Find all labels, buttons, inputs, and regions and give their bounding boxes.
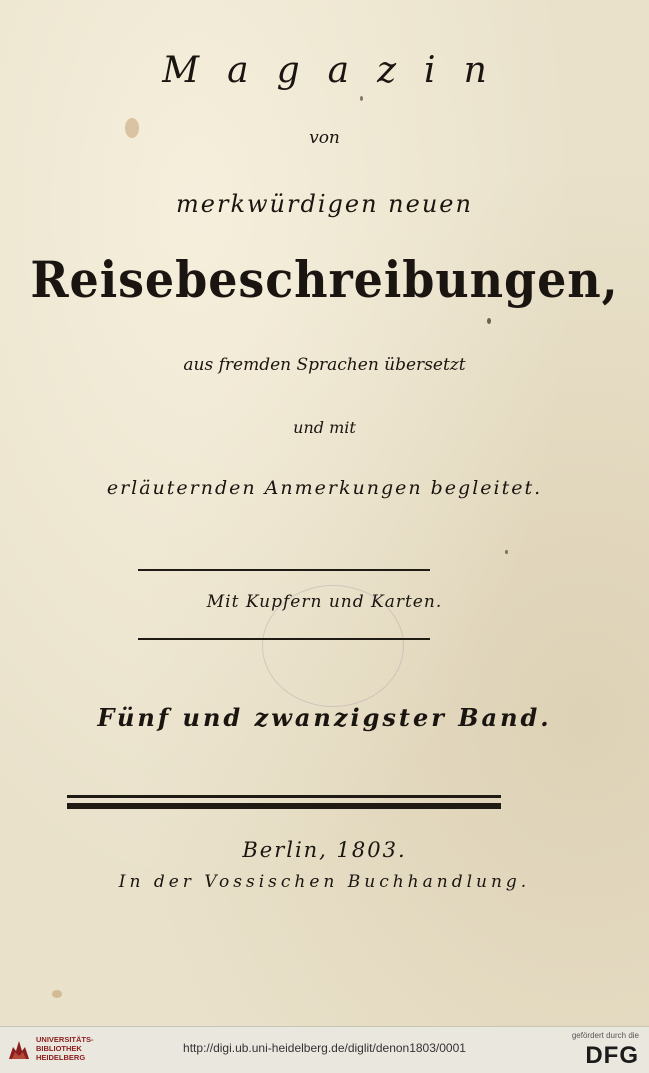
library-line3: HEIDELBERG — [36, 1053, 86, 1062]
stain — [52, 990, 62, 998]
title-merkwuerdigen: merkwürdigen neuen — [176, 190, 473, 218]
title-reisebeschreibungen: Reisebeschreibungen, — [30, 250, 619, 309]
ink-speck — [505, 550, 508, 554]
double-rule-thin — [67, 795, 501, 798]
imprint-publisher: In der Vossischen Buchhandlung. — [118, 872, 531, 892]
library-line2: BIBLIOTHEK — [36, 1044, 82, 1053]
funded-by-label: gefördert durch die — [571, 1031, 639, 1040]
rule-bottom — [138, 638, 430, 640]
rule-top — [138, 569, 430, 571]
imprint-place-year: Berlin, 1803. — [242, 838, 407, 862]
subtitle-und-mit: und mit — [293, 418, 356, 437]
ink-speck — [360, 96, 363, 101]
ink-speck — [487, 318, 491, 324]
permalink-url[interactable]: http://digi.ub.uni-heidelberg.de/diglit/denon1803/0001 — [183, 1041, 466, 1055]
viewer-footer — [0, 1026, 649, 1073]
dfg-logo[interactable]: DFG — [585, 1042, 639, 1069]
note-kupfern-karten: Mit Kupfern und Karten. — [206, 592, 443, 612]
volume-label: Fünf und zwanzigster Band. — [97, 703, 552, 732]
title-magazin: Magazin — [162, 50, 515, 91]
subtitle-aus-fremden-sprachen: aus fremden Sprachen übersetzt — [183, 355, 466, 375]
title-von: von — [309, 128, 340, 148]
subtitle-anmerkungen: erläuternden Anmerkungen begleitet. — [106, 477, 543, 499]
double-rule-thick — [67, 803, 501, 809]
library-line1: UNIVERSITÄTS- — [36, 1035, 94, 1044]
